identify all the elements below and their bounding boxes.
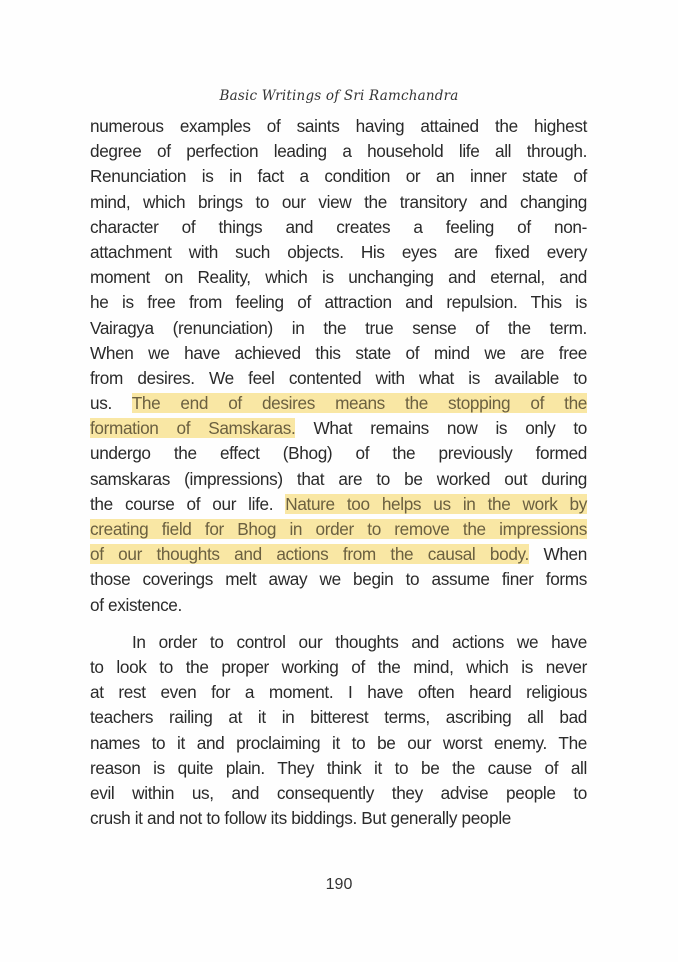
highlighted-text: Nature too helps us in the work by [285,493,587,514]
text-line [90,806,587,831]
text-line [90,680,587,705]
text-line [90,567,587,592]
text-line [90,391,587,416]
text-segment: teachers railing at it in bitterest terms, ascribing all bad [90,707,587,728]
text-segment: When [528,544,587,565]
text-line [90,190,587,215]
text-line [90,756,587,781]
text-line [90,593,587,618]
text-line [90,492,587,517]
paragraph-2 [90,630,587,832]
text-segment: he is free from feeling of attraction and repulsion. This is [90,292,587,313]
text-segment: attachment with such objects. His eyes are fixed every [90,241,587,262]
highlighted-text: formation of Samskaras. [90,418,296,439]
text-segment: moment on Reality, which is unchanging and eternal, and [90,267,587,288]
body-text [90,114,587,831]
text-segment: us. [90,393,132,414]
text-segment: those coverings melt away we begin to assume finer forms [90,569,587,590]
text-line [90,114,587,139]
text-segment: undergo the effect (Bhog) of the previously formed [90,443,587,464]
text-segment: Vairagya (renunciation) in the true sense of the term. [90,317,587,338]
paragraph-gap [90,618,587,630]
text-segment: to look to the proper working of the mind, which is never [90,656,587,677]
text-segment: at rest even for a moment. I have often heard religious [90,682,587,703]
text-segment: When we have achieved this state of mind we are free [90,342,587,363]
text-segment: numerous examples of saints having attained the highest [90,116,587,136]
text-line [90,215,587,240]
text-segment: evil within us, and consequently they advise people to [90,782,587,803]
text-line [90,731,587,756]
text-line [90,341,587,366]
text-line [90,416,587,441]
text-line [90,441,587,466]
highlighted-text: of our thoughts and actions from the causal body. [90,544,529,565]
text-line [90,542,587,567]
text-segment: character of things and creates a feeling of non- [90,216,587,237]
text-segment: crush it and not to follow its biddings. But generally people [90,808,512,829]
text-segment: Renunciation is in fact a condition or an inner state of [90,166,587,187]
text-line [90,366,587,391]
paragraph-1 [90,114,587,618]
text-line [90,655,587,680]
text-line [90,265,587,290]
running-head: Basic Writings of Sri Ramchandra [219,88,459,104]
text-segment: the course of our life. [90,493,286,514]
text-segment: of existence. [90,594,182,615]
text-segment: reason is quite plain. They think it to be the cause of all [90,757,587,778]
text-line [90,705,587,730]
text-line [90,290,587,315]
highlighted-text: creating field for Bhog in order to remove the impressions [90,519,587,539]
highlighted-text: The end of desires means the stopping of the [131,393,587,414]
text-segment: samskaras (impressions) that are to be worked out during [90,468,587,489]
text-line [90,164,587,189]
text-line [90,139,587,164]
page-number: 190 [325,876,353,893]
text-line [90,630,587,655]
text-segment: mind, which brings to our view the transitory and changing [90,191,587,212]
text-segment: from desires. We feel contented with what is available to [90,367,587,388]
text-line [90,467,587,492]
text-line [90,240,587,265]
text-segment: What remains now is only to [295,418,587,439]
text-segment: degree of perfection leading a household life all through. [90,141,587,162]
text-line [90,781,587,806]
text-line [90,316,587,341]
text-segment: names to it and proclaiming it to be our worst enemy. The [90,732,587,753]
text-line [90,517,587,542]
text-segment: In order to control our thoughts and actions we have [132,631,587,652]
